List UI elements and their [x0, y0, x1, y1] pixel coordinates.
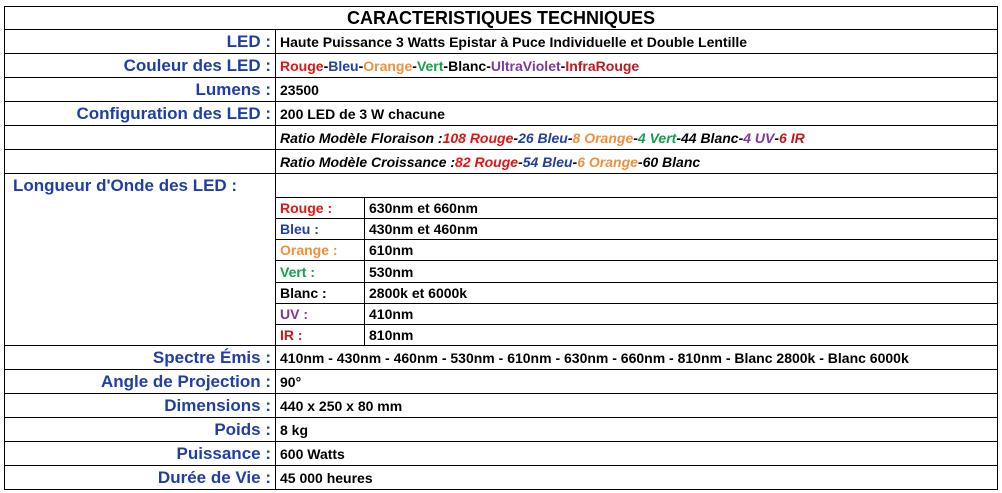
wavelength-value: 610nm	[365, 240, 998, 261]
wavelength-name: Bleu :	[276, 219, 365, 240]
color-vert: Vert	[416, 57, 444, 74]
separator: -	[323, 57, 329, 74]
label-configuration: Configuration des LED :	[4, 102, 276, 126]
wavelength-name: Vert :	[276, 261, 365, 283]
ratio-vert: 4 Vert	[637, 129, 677, 146]
wavelength-value: 530nm	[365, 261, 998, 283]
separator: -	[633, 129, 638, 146]
separator: -	[567, 129, 573, 146]
wavelength-value: 2800k et 6000k	[365, 283, 998, 304]
wavelength-value: 630nm et 660nm	[365, 198, 998, 219]
label-angle: Angle de Projection :	[4, 370, 276, 394]
separator: -	[572, 153, 578, 170]
ratio-orange: 8 Orange	[572, 129, 634, 146]
value-duree: 45 000 heures	[276, 466, 998, 490]
label-puissance: Puissance :	[4, 442, 276, 466]
label-spectre: Spectre Émis :	[4, 346, 276, 370]
label-couleur: Couleur des LED :	[4, 54, 276, 78]
ratio-orange: 6 Orange	[577, 153, 638, 170]
value-spectre: 410nm - 430nm - 460nm - 530nm - 610nm - 630nm - 660nm - 810nm - Blanc 2800k - Blanc 6000k	[276, 346, 998, 370]
wavelength-name: Blanc :	[276, 283, 365, 304]
separator: -	[443, 57, 449, 74]
label-longueur-onde: Longueur d'Onde des LED :	[4, 174, 276, 198]
separator: -	[774, 129, 780, 146]
empty-label-cell	[4, 126, 276, 150]
value-configuration: 200 LED de 3 W chacune	[276, 102, 998, 126]
ratio-floraison-label: Ratio Modèle Floraison :	[280, 129, 443, 146]
ratio-blanc: 60 Blanc	[642, 153, 701, 170]
separator: -	[412, 57, 417, 74]
value-poids: 8 kg	[276, 418, 998, 442]
label-lumens: Lumens :	[4, 78, 276, 102]
spec-title: CARACTERISTIQUES TECHNIQUES	[4, 6, 998, 30]
wavelength-value: 410nm	[365, 304, 998, 325]
label-duree: Durée de Vie :	[4, 466, 276, 490]
wavelength-value: 810nm	[365, 325, 998, 346]
separator: -	[676, 129, 681, 146]
ratio-uv: 4 UV	[743, 129, 775, 146]
separator: -	[518, 153, 523, 170]
ratio-blanc: 44 Blanc	[680, 129, 739, 146]
color-orange: Orange	[363, 57, 413, 74]
color-infrarouge: InfraRouge	[565, 57, 640, 74]
ratio-rouge: 108 Rouge	[442, 129, 514, 146]
color-blanc: Blanc	[448, 57, 487, 74]
wavelength-value: 430nm et 460nm	[365, 219, 998, 240]
label-led: LED :	[4, 30, 276, 54]
value-ratio-floraison	[276, 126, 998, 150]
separator: -	[358, 57, 364, 74]
longueur-onde-merged-cell	[4, 198, 276, 346]
label-dimensions: Dimensions :	[4, 394, 276, 418]
label-poids: Poids :	[4, 418, 276, 442]
ratio-ir: 6 IR	[779, 129, 805, 146]
color-rouge: Rouge	[280, 57, 324, 74]
empty-value-cell	[276, 174, 998, 198]
value-lumens: 23500	[276, 78, 998, 102]
ratio-bleu: 54 Bleu	[522, 153, 573, 170]
value-led: Haute Puissance 3 Watts Epistar à Puce Individuelle et Double Lentille	[276, 30, 998, 54]
empty-label-cell	[4, 150, 276, 174]
wavelength-name: Rouge :	[276, 198, 365, 219]
wavelength-name: UV :	[276, 304, 365, 325]
value-ratio-croissance	[276, 150, 998, 174]
ratio-croissance-label: Ratio Modèle Croissance :	[280, 153, 456, 170]
value-dimensions: 440 x 250 x 80 mm	[276, 394, 998, 418]
separator: -	[560, 57, 566, 74]
separator: -	[486, 57, 491, 74]
color-bleu: Bleu	[328, 57, 359, 74]
value-couleur	[276, 54, 998, 78]
separator: -	[637, 153, 643, 170]
separator: -	[738, 129, 744, 146]
wavelength-name: Orange :	[276, 240, 365, 261]
wavelength-name: IR :	[276, 325, 365, 346]
color-ultraviolet: UltraViolet	[490, 57, 561, 74]
ratio-rouge: 82 Rouge	[455, 153, 519, 170]
value-angle: 90°	[276, 370, 998, 394]
ratio-bleu: 26 Bleu	[518, 129, 568, 146]
separator: -	[513, 129, 519, 146]
value-puissance: 600 Watts	[276, 442, 998, 466]
